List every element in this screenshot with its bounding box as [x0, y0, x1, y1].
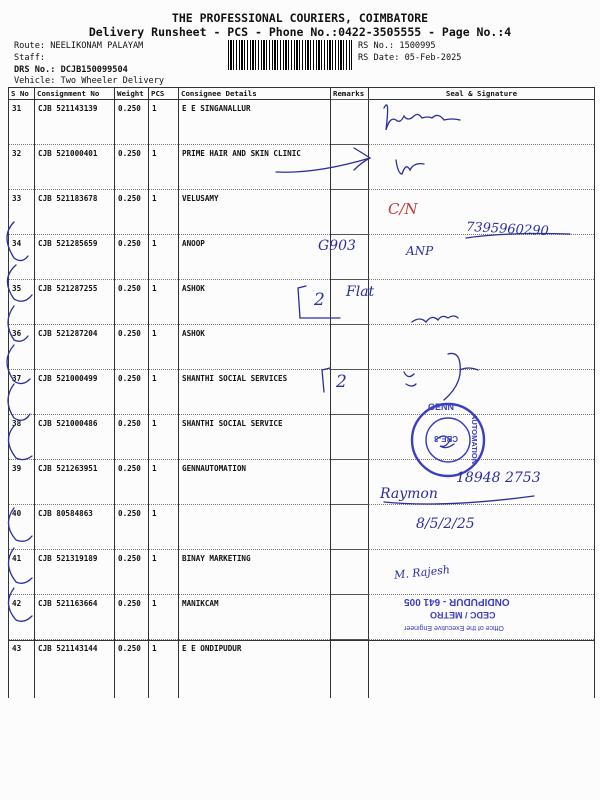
table-row [9, 280, 595, 325]
genn-stamp-top: GENN [428, 402, 455, 412]
row-consignment: CJB 521183678 [35, 190, 115, 235]
genn-stamp-inner: CBE-3 [434, 434, 459, 443]
rs-number: RS No.: 1500995 [358, 41, 436, 51]
row-consignee: ANOOP [179, 235, 331, 280]
row-consignee: GENNAUTOMATION [179, 460, 331, 505]
row-weight: 0.250 [115, 460, 149, 505]
row-weight: 0.250 [115, 325, 149, 370]
row-remarks [331, 550, 369, 595]
row-pcs: 1 [149, 100, 179, 145]
row-consignment: CJB 521143144 [35, 640, 115, 699]
office-stamp-line1: ONDIPUDUR - 641 005 [404, 596, 510, 607]
row-sno: 33 [9, 190, 35, 235]
table-header-row [9, 88, 595, 100]
row-weight: 0.250 [115, 145, 149, 190]
handwritten-two-35: 2 [314, 290, 325, 310]
row-remarks [331, 190, 369, 235]
row-seal-signature [369, 235, 595, 280]
row-sno: 41 [9, 550, 35, 595]
row-seal-signature [369, 100, 595, 145]
row-pcs: 1 [149, 550, 179, 595]
row-consignee: VELUSAMY [179, 190, 331, 235]
row-weight: 0.250 [115, 415, 149, 460]
row-seal-signature [369, 370, 595, 415]
genn-stamp-side: AUTOMATION [470, 414, 479, 465]
row-sno: 40 [9, 505, 35, 550]
row-weight: 0.250 [115, 505, 149, 550]
row-pcs: 1 [149, 235, 179, 280]
drs-number: DRS No.: DCJB150099504 [14, 65, 128, 75]
row-weight: 0.250 [115, 190, 149, 235]
handwritten-number-40: 18948 2753 [456, 470, 541, 486]
row-remarks [331, 145, 369, 190]
table-row [9, 325, 595, 370]
table-row [9, 235, 595, 280]
row-pcs: 1 [149, 325, 179, 370]
row-weight: 0.250 [115, 235, 149, 280]
row-remarks [331, 595, 369, 640]
col-weight: Weight [115, 88, 149, 100]
row-pcs: 1 [149, 640, 179, 699]
table-row [9, 370, 595, 415]
table-bottom-rule [8, 640, 594, 641]
row-weight: 0.250 [115, 640, 149, 699]
row-seal-signature [369, 280, 595, 325]
handwritten-name-40: Raymon [380, 486, 438, 502]
office-stamp-line3: Office of the Executive Engineer [404, 624, 504, 631]
row-sno: 39 [9, 460, 35, 505]
row-weight: 0.250 [115, 550, 149, 595]
row-pcs: 1 [149, 370, 179, 415]
row-consignment: CJB 521000499 [35, 370, 115, 415]
row-consignment: CJB 521287255 [35, 280, 115, 325]
row-sno: 32 [9, 145, 35, 190]
row-sno: 36 [9, 325, 35, 370]
row-remarks [331, 100, 369, 145]
row-consignee [179, 505, 331, 550]
col-remarks: Remarks [331, 88, 369, 100]
row-consignee: PRIME HAIR AND SKIN CLINIC [179, 145, 331, 190]
vehicle: Vehicle: Two Wheeler Delivery [14, 76, 165, 86]
row-sno: 31 [9, 100, 35, 145]
handwritten-flat: Flat [346, 284, 375, 300]
barcode [228, 40, 352, 70]
row-consignment: CJB 80584863 [35, 505, 115, 550]
table-row [9, 505, 595, 550]
row-weight: 0.250 [115, 100, 149, 145]
row-pcs: 1 [149, 505, 179, 550]
row-sno: 38 [9, 415, 35, 460]
row-remarks [331, 460, 369, 505]
rs-date: RS Date: 05-Feb-2025 [358, 53, 462, 63]
row-consignment: CJB 521319189 [35, 550, 115, 595]
col-consignment: Consignment No [35, 88, 115, 100]
row-remarks [331, 415, 369, 460]
row-weight: 0.250 [115, 280, 149, 325]
row-pcs: 1 [149, 280, 179, 325]
row-pcs: 1 [149, 460, 179, 505]
runsheet-title: Delivery Runsheet - PCS - Phone No.:0422-3505555 - Page No.:4 [88, 25, 512, 39]
row-seal-signature [369, 640, 595, 699]
row-consignee: ASHOK [179, 325, 331, 370]
row-remarks [331, 640, 369, 699]
row-pcs: 1 [149, 595, 179, 640]
table-row [9, 550, 595, 595]
row-sno: 34 [9, 235, 35, 280]
row-consignment: CJB 521263951 [35, 460, 115, 505]
row-sno: 35 [9, 280, 35, 325]
col-sno: S No [9, 88, 35, 100]
row-consignee: ASHOK [179, 280, 331, 325]
row-consignee: E E ONDIPUDUR [179, 640, 331, 699]
handwritten-code: G903 [318, 238, 356, 254]
office-stamp-line2: CEDC / METRO [430, 610, 496, 620]
handwritten-date-41: 8/5/2/25 [416, 516, 475, 532]
row-consignee: SHANTHI SOCIAL SERVICES [179, 370, 331, 415]
row-consignment: CJB 521163664 [35, 595, 115, 640]
handwritten-cn: C/N [388, 200, 418, 218]
table-row [9, 640, 595, 699]
col-pcs: PCS [149, 88, 179, 100]
row-consignee: SHANTHI SOCIAL SERVICE [179, 415, 331, 460]
row-sno: 37 [9, 370, 35, 415]
row-consignee: MANIKCAM [179, 595, 331, 640]
row-consignee: E E SINGANALLUR [179, 100, 331, 145]
row-remarks [331, 505, 369, 550]
row-remarks [331, 325, 369, 370]
row-pcs: 1 [149, 145, 179, 190]
table-row [9, 100, 595, 145]
handwritten-sign-42: M. Rajesh [393, 563, 451, 582]
col-seal: Seal & Signature [369, 88, 595, 100]
row-consignment: CJB 521285659 [35, 235, 115, 280]
handwritten-two-37: 2 [336, 372, 347, 392]
row-consignment: CJB 521000401 [35, 145, 115, 190]
route: Route: NEELIKONAM PALAYAM [14, 41, 144, 51]
row-pcs: 1 [149, 190, 179, 235]
col-consignee: Consignee Details [179, 88, 331, 100]
row-sno: 42 [9, 595, 35, 640]
company-name: THE PROFESSIONAL COURIERS, COIMBATORE [171, 11, 429, 25]
row-sno: 43 [9, 640, 35, 699]
row-seal-signature [369, 415, 595, 460]
row-seal-signature [369, 325, 595, 370]
row-weight: 0.250 [115, 370, 149, 415]
row-weight: 0.250 [115, 595, 149, 640]
row-pcs: 1 [149, 415, 179, 460]
staff: Staff: [14, 53, 46, 63]
table-row [9, 145, 595, 190]
row-consignment: CJB 521287204 [35, 325, 115, 370]
handwritten-phone: 7395960290 [465, 219, 550, 240]
handwritten-anp: ANP [406, 244, 434, 258]
row-consignment: CJB 521000486 [35, 415, 115, 460]
row-consignment: CJB 521143139 [35, 100, 115, 145]
row-seal-signature [369, 505, 595, 550]
row-seal-signature [369, 145, 595, 190]
row-consignee: BINAY MARKETING [179, 550, 331, 595]
table-row [9, 415, 595, 460]
